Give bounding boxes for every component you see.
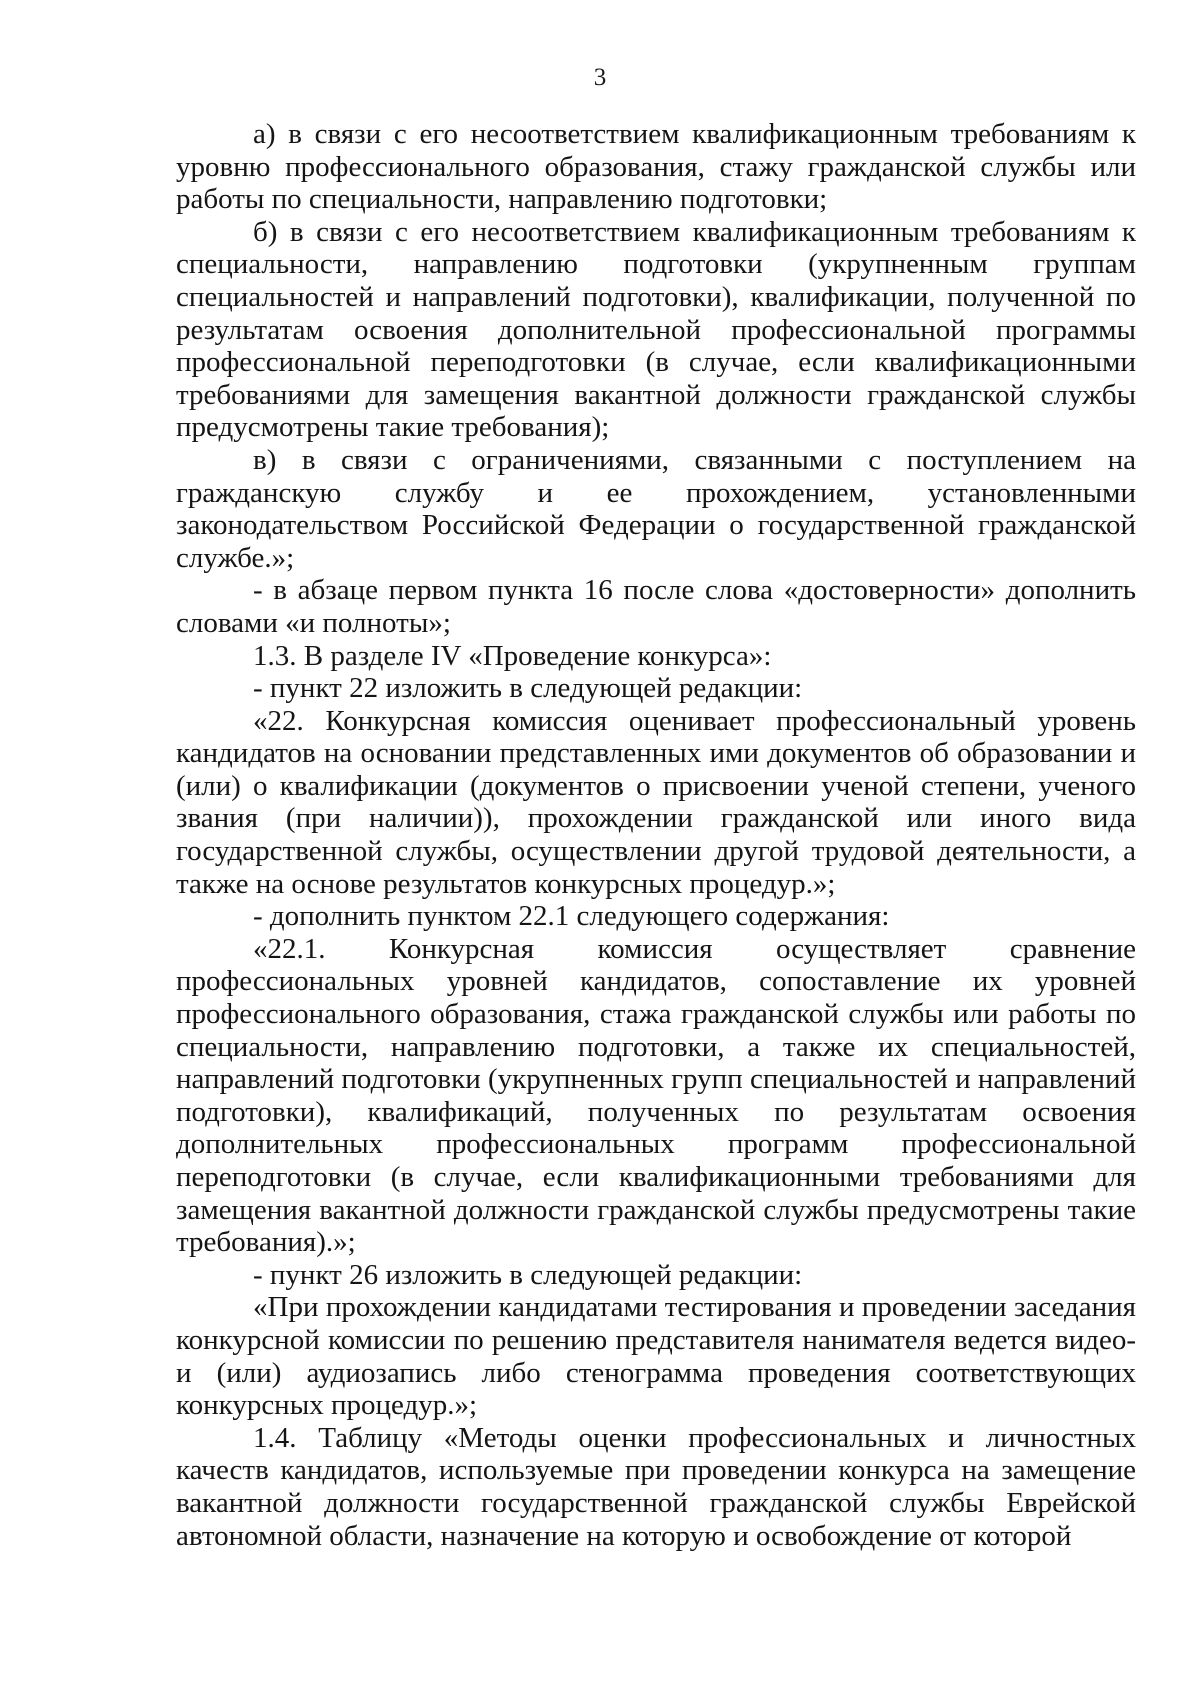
paragraph-section-1-4: 1.4. Таблицу «Методы оценки профессиональных и личностных качеств кандидатов, используемые при проведении конкурса на замещение вакантной должности государственной гражданской службы Еврейской автономной области, назначение на которую и освобождение от которой <box>176 1421 1136 1552</box>
paragraph-amendment-16: - в абзаце первом пункта 16 после слова «достоверности» дополнить словами «и полноты»; <box>176 574 1136 639</box>
paragraph-point-22-intro: - пункт 22 изложить в следующей редакции: <box>253 672 803 705</box>
paragraph-item-a: а) в связи с его несоответствием квалификационным требованиям к уровню профессионального образования, стажу гражданской службы или работы по специальности, направлению подготовки; <box>176 118 1136 216</box>
document-body <box>176 118 1136 1552</box>
paragraph-point-22-text: «22. Конкурсная комиссия оценивает профессиональный уровень кандидатов на основании представленных ими документов об образовании и (или) о квалификации (документов о присвоении ученой степени, ученого звания (при наличии)), прохождении гражданской или иного вида государственной службы, осуществлении другой трудовой деятельности, а также на основе результатов конкурсных процедур.»; <box>176 704 1136 900</box>
paragraph-item-v: в) в связи с ограничениями, связанными с поступлением на гражданскую службу и ее прохождением, установленными законодательством Российской Федерации о государственной гражданской службе.»; <box>176 443 1136 574</box>
paragraph-item-b: б) в связи с его несоответствием квалификационным требованиям к специальности, направлению подготовки (укрупненным группам специальностей и направлений подготовки), квалификации, полученной по результатам освоения дополнительной профессиональной программы профессиональной переподготовки (в случае, если квалификационными требованиями для замещения вакантной должности гражданской службы предусмотрены такие требования); <box>176 215 1136 444</box>
paragraph-point-26-intro: - пункт 26 изложить в следующей редакции: <box>253 1258 803 1291</box>
paragraph-point-22-1-intro: - дополнить пунктом 22.1 следующего содержания: <box>253 900 890 933</box>
paragraph-point-22-1-text: «22.1. Конкурсная комиссия осуществляет сравнение профессиональных уровней кандидатов, сопоставление их уровней профессионального образования, стажа гражданской службы или работы по специальности, направлению подготовки, а также их специальностей, направлений подготовки (укрупненных групп специальностей и направлений подготовки), квалификаций, полученных по результатам освоения дополнительных профессиональных программ профессиональной переподготовки (в случае, если квалификационными требованиями для замещения вакантной должности гражданской службы предусмотрены такие требования).»; <box>176 932 1136 1259</box>
paragraph-section-1-3: 1.3. В разделе IV «Проведение конкурса»: <box>253 639 772 672</box>
page-number: 3 <box>593 64 607 91</box>
paragraph-point-26-text: «При прохождении кандидатами тестирования и проведении заседания конкурсной комиссии по решению представителя нанимателя ведется видео- и (или) аудиозапись либо стенограмма проведения соответствующих конкурсных процедур.»; <box>176 1291 1136 1422</box>
